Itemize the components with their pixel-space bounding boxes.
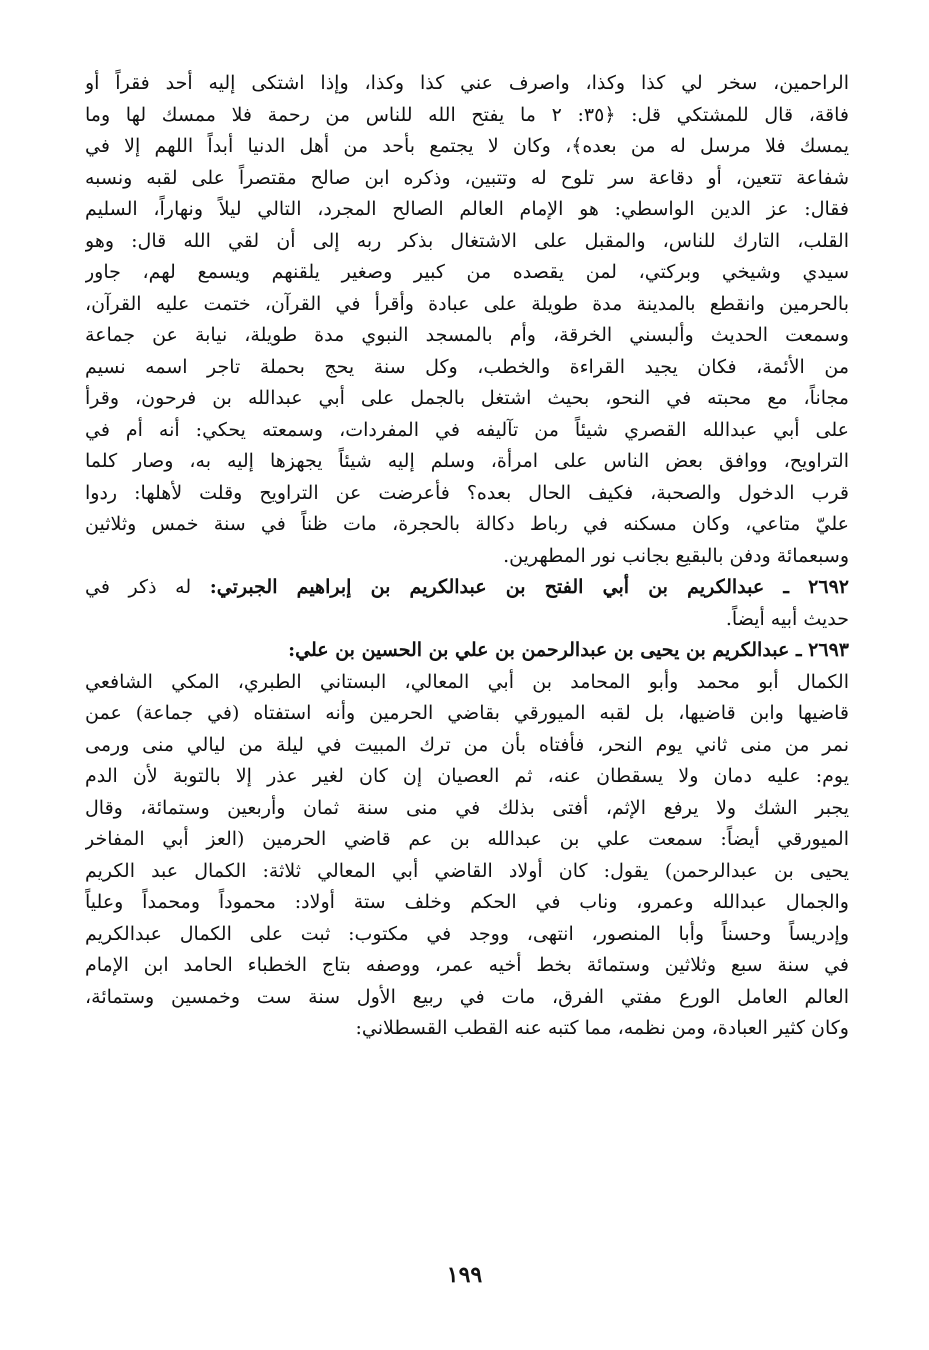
text-line: الراحمين، سخر لي كذا وكذا، واصرف عني كذا وكذا، وإذا اشتكى إليه أحد فقراً أو (85, 72, 849, 94)
text-line: الميورقي أيضاً: سمعت علي بن عبدالله بن عم قاضي الحرمين (العز أبي المفاخر (85, 828, 849, 850)
text-line: عليّ متاعي، وكان مسكنه في رباط دكالة بالحجرة، مات ظناً في سنة خمس وثلاثين (85, 513, 849, 535)
text-line: التراويح، ووافق بعض الناس على امرأة، وسلم إليه شيئاً يجهزها إليه به، وصار كلما (85, 450, 849, 472)
text-line: وسبعمائة ودفن بالبقيع بجانب نور المطهرين. (503, 544, 849, 567)
text-line: في سنة سبع وثلاثين وستمائة بخط أخيه عمر، ووصفه بتاج الخطباء الحامد ابن الإمام (85, 954, 849, 976)
text-line: يوم: عليه دمان ولا يسقطان عنه، ثم العصيان إن كان لغير عذر إلا بالتوبة لأن الدم (85, 765, 849, 787)
text-line: وسمعت الحديث وألبسني الخرقة، وأم بالمسجد النبوي مدة طويلة، نيابة عن جماعة (85, 324, 849, 346)
entry-2692 (85, 572, 849, 635)
text-line: بالحرمين وانقطع بالمدينة مدة طويلة على عبادة وأقرأ في القرآن، ختمت عليه القرآن، (85, 292, 849, 315)
page-number: ١٩٩ (446, 1262, 483, 1288)
text-line: فقال: عز الدين الواسطي: هو الإمام العالم الصالح المجرد، التالي ليلاً ونهاراً، السليم (85, 198, 849, 220)
text-line: يحيى بن عبدالرحمن) يقول: كان أولاد القاضي أبي المعالي ثلاثة: الكمال عبد الكريم (85, 859, 849, 882)
text-line: يجبر الشك ولا يرفع الإثم، أفتى بذلك في منى سنة ثمان وأربعين وستمائة، وقال (85, 796, 849, 819)
text-segment: له ذكر في (85, 576, 192, 598)
text-line: قرب الدخول والصحبة، فكيف الحال بعده؟ فأعرضت عن التراويح وقلت لأهلها: ردوا (85, 481, 849, 504)
entry-first-line (85, 572, 849, 604)
entry-heading: ٢٦٩٣ ـ عبدالكريم بن يحيى بن عبدالرحمن بن علي بن الحسين بن علي: (288, 639, 849, 661)
text-line: من الأئمة، فكان يجيد القراءة والخطب، وكل سنة يحج بحملة تاجر اسمه نسيم (85, 355, 849, 378)
text-line: حديث أبيه أيضاً. (725, 607, 849, 630)
text-line: والجمال عبدالله وعمرو، وناب في الحكم وخلف ستة أولاد: محموداً ومحمداً وعلياً (85, 891, 849, 913)
text-line: قاضيها وابن قاضيها، بل لقبه الميورقي بقاضي الحرمين وأنه استفتاه (في جماعة) عمن (85, 702, 849, 724)
text-line: القلب، التارك للناس، والمقبل على الاشتغال بذكر ربه إلى أن لقي الله قال: وهو (85, 229, 849, 252)
paragraph-continuation (85, 68, 849, 572)
text-line: فاقة، قال للمشتكي قل: ﴿٣٥: ٢ ما يفتح الله للناس من رحمة فلا ممسك لها وما (85, 103, 849, 126)
text-line: يمسك فلا مرسل له من بعده﴾، وكان لا يجتمع بأحد من أهل الدنيا أبداً اللهم إلا في (85, 135, 849, 157)
text-line: نمر من منى ثاني يوم النحر، فأفتاه بأن من ترك المبيت في ليلة من ليالي منى ورمى (85, 733, 849, 756)
page-body (85, 68, 849, 1045)
text-line: على أبي عبدالله القصري شيئاً من تآليفه في المفردات، وسمعته يحكي: أنه أم في (85, 418, 849, 441)
entry-2693 (85, 635, 849, 1045)
entry-heading: ٢٦٩٢ ـ عبدالكريم بن أبي الفتح بن عبدالكريم بن إبراهيم الجبرتي: (209, 576, 849, 598)
text-line: سيدي وشيخي وبركتي، لمن يقصده من كبير وصغير يلقنهم ويسمع لهم، جاور (85, 261, 849, 283)
text-line: الكمال أبو محمد وأبو المحامد بن أبي المعالي، البستاني الطبري، المكي الشافعي (85, 670, 849, 693)
text-line: وكان كثير العبادة، ومن نظمه، مما كتبه عنه القطب القسطلاني: (355, 1017, 849, 1039)
text-line: مجاناً، مع محبته في النحو، بحيث اشتغل بالجمل على أبي عبدالله بن فرحون، وقرأ (85, 387, 849, 409)
text-line: وإدريساً وحسناً وأبا المنصور، انتهى، ووجد في مكتوب: ثبت على الكمال عبدالكريم (85, 922, 849, 945)
text-line: العالم العامل الورع مفتي الفرق، مات في ربيع الأول سنة ست وخمسين وستمائة، (85, 985, 849, 1008)
text-line: شفاعة تتعين، أو دقاعة سر تلوح له وتتبين، وذكره ابن صالح مقتصراً على لقبه ونسبه (85, 166, 849, 189)
